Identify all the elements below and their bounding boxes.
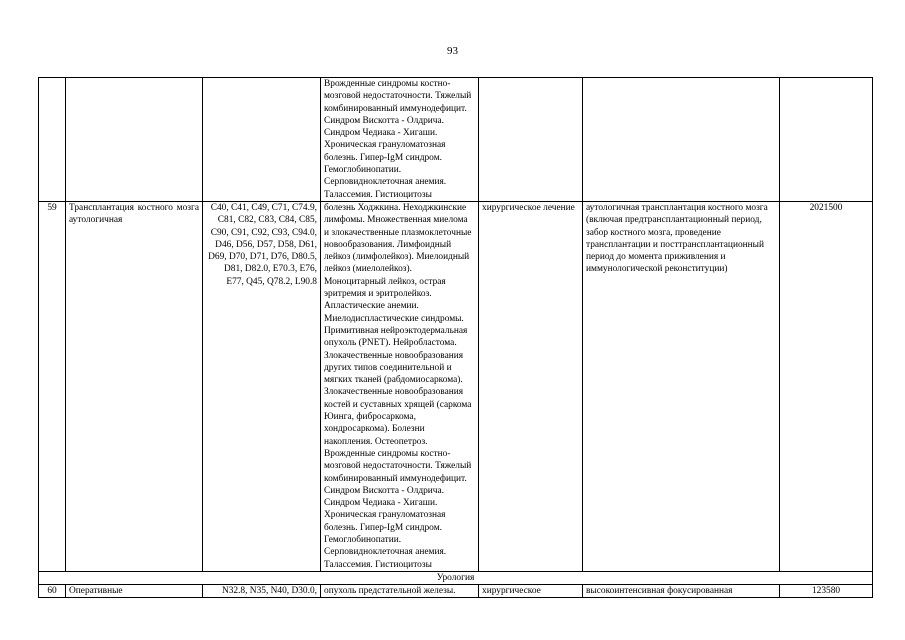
disease-line: Врожденные синдромы костно- [324,79,451,89]
row-number: 59 [39,201,66,571]
continuation-codes-cell [203,78,321,202]
continuation-name-cell [66,78,203,202]
service-name: Оперативные [66,585,203,598]
diseases-cell: опухоль предстательной железы. [321,585,479,598]
disease-line: мягких тканей (рабдомиосаркома). [324,375,463,386]
amount: 2021500 [780,201,873,571]
disease-line: Моноцитарный лейкоз, острая [324,276,446,287]
page-number: 93 [447,45,458,57]
disease-line: эритремия и эритролейкоз. [324,289,432,300]
disease-line: Юинга, фибросаркома, [324,412,416,423]
table-row-59 [39,201,873,571]
disease-line: Хроническая грануломатозная [324,510,446,521]
disease-line: Синдром Вискотта - Олдрича. [324,485,445,496]
icd-codes: C40, C41, C49, C71, C74.9, C81, C82, C83, C84, C85, C90, C91, C92, C93, C94.0, D46, D56, D57, D58, D61, D69, D70, D71, D76, D80.5, D81, D82.0, E70.3, E76, E77, Q45, Q78.2, L90.8 [203,201,321,571]
disease-line: лимфомы. Множественная миелома [324,215,468,226]
disease-line: Талассемия. Гистиоцитозы [324,189,432,200]
disease-line: Миелодиспластические синдромы. [324,313,464,324]
amount: 123580 [780,585,873,598]
disease-line: Злокачественные новообразования [324,387,464,398]
disease-line: опухоль (PNET). Нейробластома. [324,338,457,349]
treatment-type: хирургическое [479,585,583,598]
disease-line: болезнь. Гипер-IgM синдром. [324,522,442,533]
disease-line: болезнь. Гипер-IgM синдром. [324,152,442,163]
continuation-amount-cell [780,78,873,202]
disease-line: болезнь Ходжкина. Неходжкинские [324,202,467,213]
disease-line: Гемоглобинопатии. [324,534,402,545]
continuation-diseases-cell [321,78,479,202]
disease-line: Врожденные синдромы костно- [324,448,451,459]
icd-codes: N32.8, N35, N40, D30.0, [203,585,321,598]
disease-line: накопления. Остеопетроз. [324,436,428,447]
medical-care-table [38,77,873,598]
disease-line: других типов соединительной и [324,362,452,373]
disease-line: Примитивная нейроэктодермальная [324,325,468,336]
disease-line: новообразования. Лимфоидный [324,239,452,250]
disease-line: Синдром Чедиака - Хигаши. [324,498,438,509]
continuation-number-cell [39,78,66,202]
disease-line: лейкоз (миелолейкоз). [324,264,412,275]
disease-line: Апластические анемии. [324,301,419,312]
disease-line: костей и суставных хрящей (саркома [324,399,472,410]
continuation-method-cell [583,78,780,202]
treatment-method: высокоинтенсивная фокусированная [583,585,780,598]
disease-line: Синдром Чедиака - Хигаши. [324,128,438,139]
section-row [39,571,873,584]
disease-line: комбинированный иммунодефицит. [324,473,467,484]
disease-line: Синдром Вискотта - Олдрича. [324,115,445,126]
treatment-type: хирургическое лечение [479,201,583,571]
disease-line: хондросаркома). Болезни [324,424,425,435]
disease-line: Серповидноклеточная анемия. [324,177,447,188]
section-title: Урология [39,571,873,584]
diseases-cell [321,201,479,571]
disease-line: Серповидноклеточная анемия. [324,547,447,558]
table-row-60 [39,585,873,598]
disease-line: и злокачественные плазмоклеточные [324,227,472,238]
service-name: Трансплантация костного мозга аутологичная [66,201,203,571]
continuation-treatment-cell [479,78,583,202]
disease-line: мозговой недостаточности. Тяжелый [324,91,472,102]
disease-line: Злокачественные новообразования [324,350,464,361]
disease-line: Талассемия. Гистиоцитозы [324,559,432,570]
disease-line: комбинированный иммунодефицит. [324,103,467,114]
disease-line: Гемоглобинопатии. [324,165,402,176]
row-number: 60 [39,585,66,598]
disease-line: мозговой недостаточности. Тяжелый [324,461,472,472]
disease-line: Хроническая грануломатозная [324,140,446,151]
treatment-method: аутологичная трансплантация костного мозга (включая предтрансплантационный период, забор костного мозга, проведение трансплантации и посттрансплантационный период до момента приживления и иммунологической реконституции) [583,201,780,571]
disease-line: лейкоз (лимфолейкоз). Миелоидный [324,252,470,263]
table-row-continuation [39,78,873,202]
